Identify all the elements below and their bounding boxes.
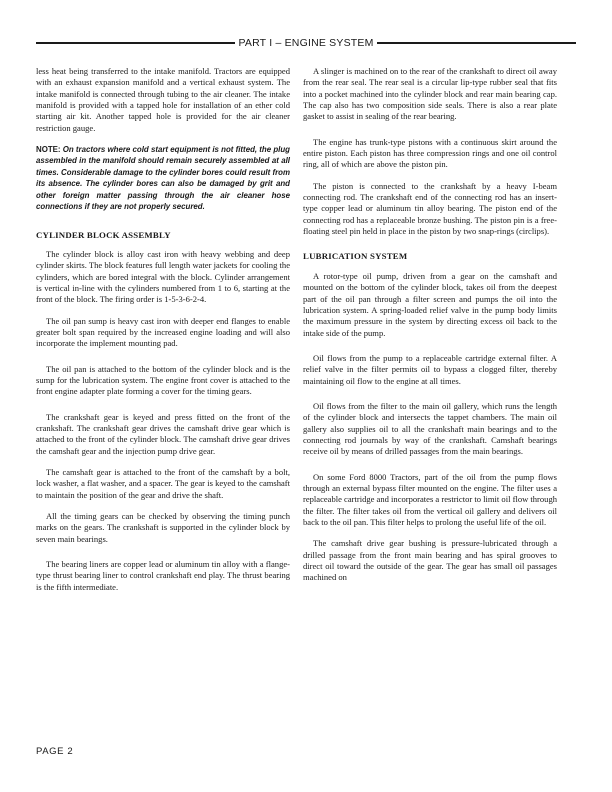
camshaft-gear-paragraph: The camshaft gear is attached to the front of the camshaft by a bolt, lock washer, a flat washer, and a spacer. The gear is keyed to the camshaft to maintain the position of the gear and drive the shaft. xyxy=(36,467,290,500)
crankshaft-gear-paragraph: The crankshaft gear is keyed and press fitted on the front of the crankshaft. The crankshaft gear drives the camshaft drive gear which is attached to the front of the cylinder block. The camshaft drive gear drives the camshaft gear and the injection pump drive gear. xyxy=(36,411,290,456)
lubrication-heading: LUBRICATION SYSTEM xyxy=(303,251,408,262)
timing-gears-paragraph: All the timing gears can be checked by observing the timing punch marks on the gears. The crankshaft is supported in the cylinder block by seven main bearings. xyxy=(36,511,290,544)
bypass-filter-paragraph: On some Ford 8000 Tractors, part of the oil from the pump flows through an external bypass filter mounted on the engine. The filter uses a replaceable cartridge and incorporates a restrictor to limit oil flow through the filter. The filter takes oil from the vertical oil gallery and delivers oil back to the oil pan. This filter helps to prolong the useful life of the oil. xyxy=(303,471,557,527)
cold-start-note xyxy=(36,144,290,212)
cylinder-block-paragraph: The cylinder block is alloy cast iron with heavy webbing and deep cylinder skirts. The block features full length water jackets for cooling the cylinders, which are bored integral with the block. Cylinder arrangement is vertical in-line with the cylinders numbered from 1 to 6, starting at the front of the block. The firing order is 1-5-3-6-2-4. xyxy=(36,248,290,305)
rear-seal-paragraph: A slinger is machined on to the rear of the crankshaft to direct oil away from the rear seal. The rear seal is a circular lip-type rubber seal that fits into a pocket machined into the cylinder block and rear main bearing cap. The cap also has two composition side seals. There is also a rear plate gasket to assist in sealing of the rear bearing. xyxy=(303,66,557,122)
oil-pump-paragraph: A rotor-type oil pump, driven from a gear on the camshaft and mounted on the bottom of the cylinder block, takes oil from the deepest part of the oil pan through a filter screen and pumps the oil into the lubrication system. A spring-loaded relief valve in the pump body limits the maximum pressure in the system by directing excess oil back to the intake side of the pump. xyxy=(303,270,557,338)
oil-pan-sump-paragraph: The oil pan sump is heavy cast iron with deeper end flanges to enable greater bolt span required by the increased engine loading and will also incorporate the implement mounting pad. xyxy=(36,315,290,349)
intake-manifold-paragraph: less heat being transferred to the intake manifold. Tractors are equipped with an exhaust expansion manifold and a vertical exhaust system. The intake manifold is connected through tubing to the air cleaner. The intake manifold is provided with a tapped hole for installation of an ether cold starting air kit. Another tapped hole is provided for the air cleaner restriction gauge. xyxy=(36,66,290,133)
note-text: On tractors where cold start equipment is not fitted, the plug assembled in the manifold should remain securely assembled at all times. Considerable damage to the cylinder bores could result from its absence. The cylinder bores can also be damaged by grit and other foreign matter passing through the air cleaner hose connections if they are not properly secured. xyxy=(36,145,290,212)
section-title: PART I – ENGINE SYSTEM xyxy=(238,37,374,49)
left-column xyxy=(36,66,290,603)
oil-gallery-paragraph: Oil flows from the filter to the main oil gallery, which runs the length of the cylinder block and intersects the tappet chambers. The main oil gallery also supplies oil to all the crankshaft main bearings and to the connecting rod journals by way of the crankshaft. Camshaft bearings receive oil by means of drilled passages from the main bearings. xyxy=(303,400,557,457)
connecting-rod-paragraph: The piston is connected to the crankshaft by a heavy I-beam connecting rod. The crankshaft end of the connecting rod has an insert-type copper lead or aluminum tin alloy bearing. The piston end of the connecting rod has a replaceable bronze bushing. The piston pin is a free-floating steel pin held in place in the piston by two snap-rings (circlips). xyxy=(303,180,557,237)
page-number: PAGE 2 xyxy=(36,746,74,757)
oil-pan-paragraph: The oil pan is attached to the bottom of the cylinder block and is the sump for the lubrication system. The engine front cover is attached to the front engine adapter plate forming a cover for the timing gears. xyxy=(36,363,290,397)
right-column xyxy=(303,66,557,594)
header-rule-left xyxy=(36,42,235,44)
page-header xyxy=(36,36,576,50)
camshaft-bushing-paragraph: The camshaft drive gear bushing is pressure-lubricated through a drilled passage from the front main bearing and has spiral grooves to direct oil toward the outside of the gear. The gear has small oil passages machined on xyxy=(303,538,557,583)
bearing-liners-paragraph: The bearing liners are copper lead or aluminum tin alloy with a flange-type thrust bearing liner to control crankshaft end play. The thrust bearing is the fifth intermediate. xyxy=(36,559,290,592)
pistons-paragraph: The engine has trunk-type pistons with a continuous skirt around the entire piston. Each piston has three compression rings and one oil control ring, all of which are above the piston pin. xyxy=(303,136,557,170)
cylinder-block-heading: CYLINDER BLOCK ASSEMBLY xyxy=(36,229,171,240)
oil-filter-paragraph: Oil flows from the pump to a replaceable cartridge external filter. A relief valve in the filter permits oil to bypass a clogged filter, thereby maintaining oil flow to the engine at all times. xyxy=(303,352,557,386)
header-rule-right xyxy=(377,42,576,44)
note-label: NOTE: xyxy=(36,145,61,155)
